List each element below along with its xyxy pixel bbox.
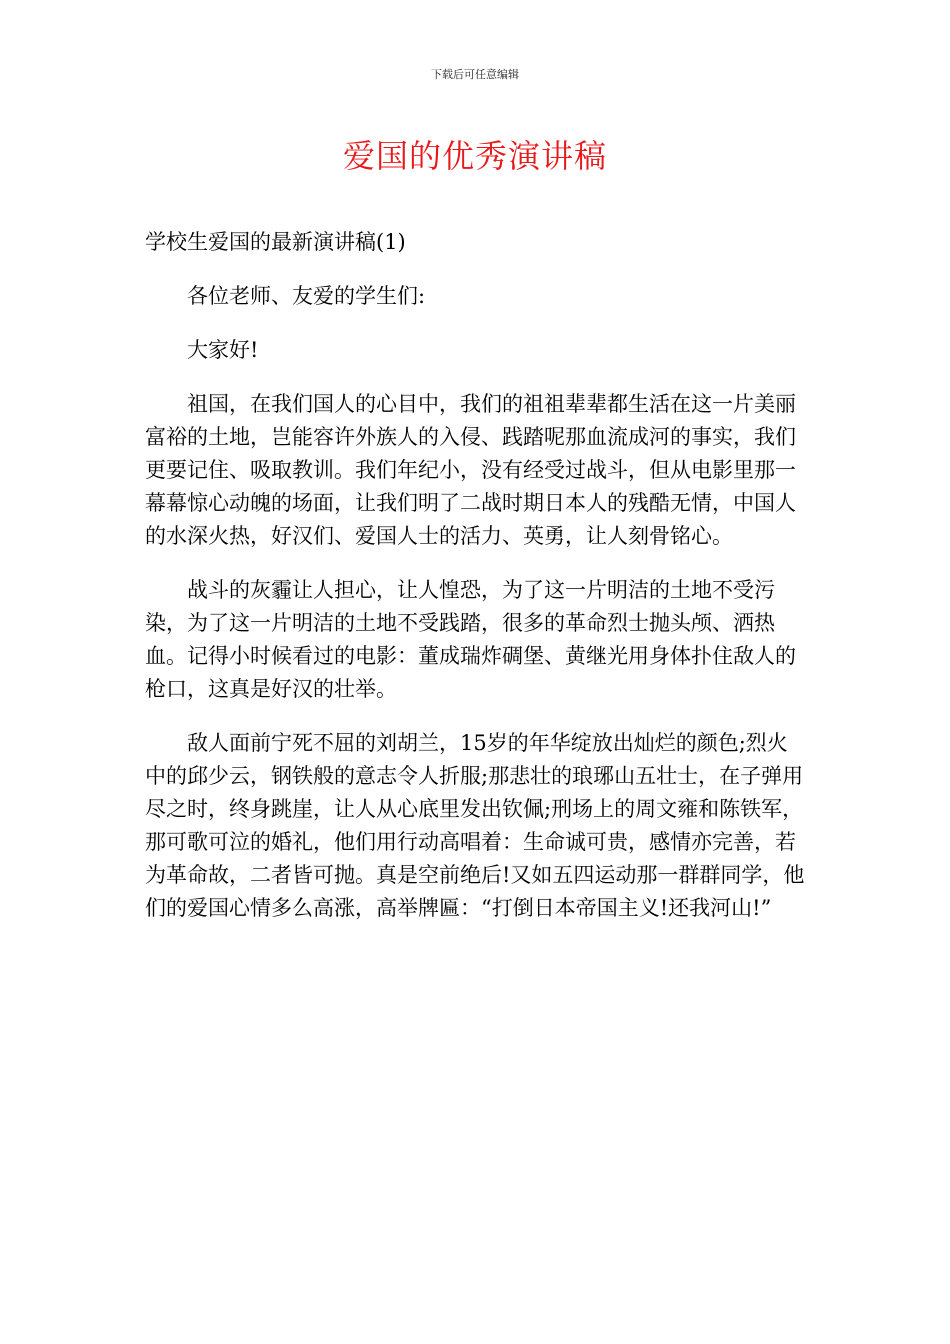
document-title: 爱国的优秀演讲稿 — [342, 137, 607, 175]
paragraph-heroes: 敌人面前宁死不屈的刘胡兰，15岁的年华绽放出灿烂的颜色;烈火中的邱少云，钢铁般的意志令人折服;那悲壮的琅琊山五壮士，在子弹用尽之时，终身跳崖，让人从心底里发出钦佩;刑场上的周文雍和陈铁军，那可歌可泣的婚礼，他们用行动高唱着：生命诚可贵，感情亦完善，若为革命故，二者皆可抛。真是空前绝后!又如五四运动那一群群同学，他们的爱国心情多么高涨，高举牌匾：“打倒日本帝国主义!还我河山!” — [145, 731, 805, 920]
document-body — [145, 226, 805, 946]
paragraph-motherland: 祖国，在我们国人的心目中，我们的祖祖辈辈都生活在这一片美丽富裕的土地，岂能容许外族人的入侵、践踏呢那血流成河的事实，我们更要记住、吸取教训。我们年纪小，没有经受过战斗，但从电影里那一幕幕惊心动魄的场面，让我们明了二战时期日本人的残酷无情，中国人的水深火热，好汉们、爱国人士的活力、英勇，让人刻骨铭心。 — [145, 392, 796, 548]
header-note: 下载后可任意编辑 — [431, 68, 519, 81]
document-subtitle: 学校生爱国的最新演讲稿(1) — [145, 230, 406, 254]
salutation: 各位老师、友爱的学生们: — [187, 284, 426, 308]
greeting: 大家好! — [187, 338, 259, 362]
paragraph-martyrs: 战斗的灰霾让人担心，让人惶恐，为了这一片明洁的土地不受污染，为了这一片明洁的土地不受践踏，很多的革命烈士抛头颅、洒热血。记得小时候看过的电影：董成瑞炸碉堡、黄继光用身体扑住敌人的枪口，这真是好汉的壮举。 — [145, 578, 796, 701]
